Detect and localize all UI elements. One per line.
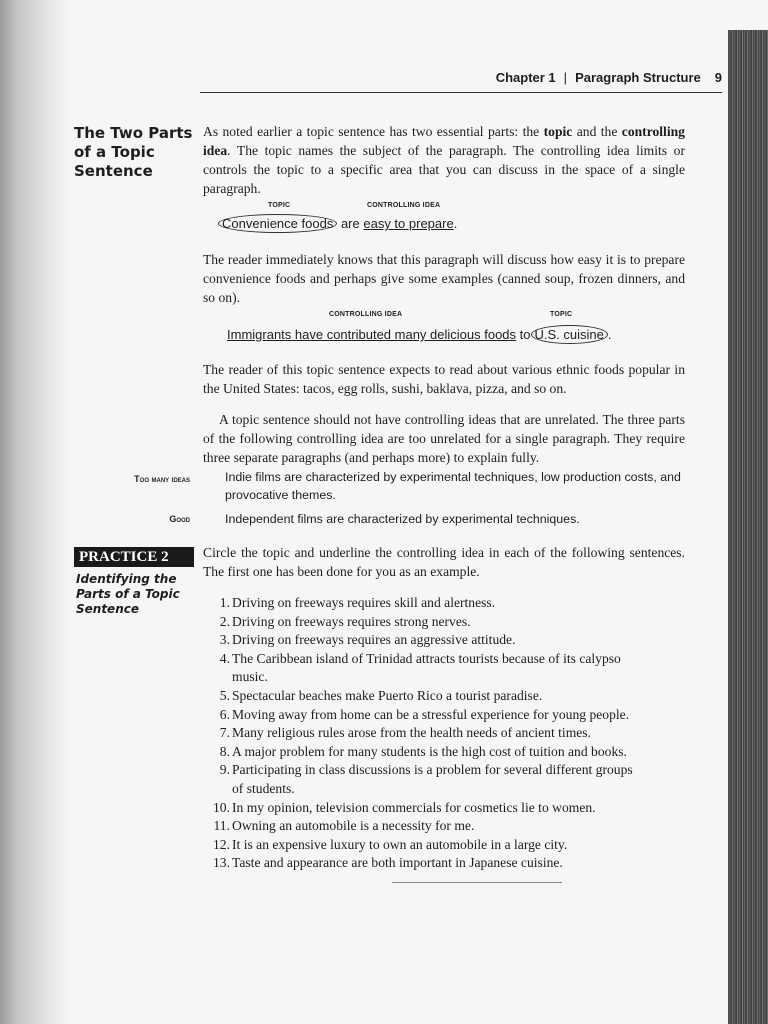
- list-item: [220, 743, 690, 762]
- chapter-title: Paragraph Structure: [575, 70, 701, 85]
- example2-ci-label: CONTROLLING IDEA: [329, 311, 403, 318]
- item-text: It is an expensive luxury to own an automobile in a large city.: [232, 836, 568, 852]
- list-item: [220, 724, 690, 743]
- example1-verb: are: [340, 216, 360, 231]
- list-item: [220, 650, 690, 687]
- item-number: 4.: [219, 650, 230, 666]
- example2-to: to: [519, 327, 531, 342]
- header-rule: [200, 92, 722, 93]
- list-item: [213, 799, 690, 818]
- practice-instructions: Circle the topic and underline the controlling idea in each of the following sentences. The first one has been done for you as an example.: [203, 545, 685, 579]
- list-item: [220, 631, 690, 650]
- intro-text-2: and the: [576, 124, 618, 139]
- item-text: Many religious rules arose from the health needs of ancient times.: [232, 725, 591, 741]
- item-number: 7.: [219, 725, 230, 741]
- item-text: Spectacular beaches make Puerto Rico a tourist paradise.: [232, 687, 543, 703]
- item-continuation: of students.: [232, 780, 295, 796]
- example1-topic: Convenience foods: [218, 214, 337, 233]
- item-text: Taste and appearance are both important in Japanese cuisine.: [232, 855, 563, 871]
- item-text: Driving on freeways requires an aggressive attitude.: [232, 632, 516, 648]
- intro-text-3: . The topic names the subject of the paragraph. The controlling idea limits or controls the topic to a specific area that you can discuss in the space of a single paragraph.: [203, 143, 685, 196]
- end-rule: [392, 882, 562, 883]
- page-edge-shadow: [728, 30, 768, 1024]
- item-number: 6.: [219, 706, 230, 722]
- intro-paragraph: [203, 122, 685, 198]
- too-many-ideas-example: Indie films are characterized by experimental techniques, low production costs, and provocative themes.: [225, 470, 681, 502]
- example2-topic: U.S. cuisine: [531, 325, 608, 344]
- list-item: [220, 706, 690, 725]
- item-number: 10.: [213, 799, 230, 815]
- page-binding-shadow: [0, 0, 70, 1024]
- term-controlling-idea: controlling idea: [203, 124, 685, 158]
- list-item: [220, 761, 690, 798]
- intro-text-1: As noted earlier a topic sentence has two essential parts: the: [203, 124, 540, 139]
- item-text: Participating in class discussions is a problem for several different groups: [232, 762, 633, 778]
- paragraph-4: A topic sentence should not have controlling ideas that are unrelated. The three parts of the following controlling idea are too unrelated for a single paragraph. They require three separate paragraphs (and perhaps more) to explain fully.: [203, 412, 685, 465]
- list-item: [213, 854, 690, 873]
- item-number: 2.: [219, 613, 230, 629]
- item-number: 5.: [219, 687, 230, 703]
- paragraph-2: The reader immediately knows that this paragraph will discuss how easy it is to prepare convenience foods and perhaps give some examples (canned soup, frozen dinners, and so on).: [203, 252, 685, 305]
- item-number: 12.: [213, 836, 230, 852]
- item-text: Owning an automobile is a necessity for me.: [232, 818, 475, 834]
- term-topic: topic: [543, 124, 573, 139]
- example1-controlling-idea: easy to prepare: [363, 216, 454, 231]
- item-text: A major problem for many students is the high cost of tuition and books.: [232, 743, 627, 759]
- item-text: The Caribbean island of Trinidad attracts tourists because of its calypso: [232, 650, 621, 666]
- example2-controlling-idea: Immigrants have contributed many delicious foods: [227, 327, 517, 342]
- item-text: In my opinion, television commercials for cosmetics lie to women.: [232, 799, 596, 815]
- chapter-label: Chapter 1: [495, 70, 556, 85]
- example1-period: .: [453, 216, 458, 231]
- page-number: 9: [714, 70, 722, 85]
- list-item: [220, 594, 690, 613]
- item-number: 13.: [213, 855, 230, 871]
- item-number: 3.: [219, 632, 230, 648]
- paragraph-3: The reader of this topic sentence expects to read about various ethnic foods popular in the United States: tacos, egg rolls, sushi, baklava, pizza, and so on.: [203, 362, 685, 396]
- item-text: Driving on freeways requires skill and alertness.: [232, 595, 496, 610]
- practice-subtitle: Identifying the Parts of a Topic Sentence: [76, 572, 180, 616]
- example-sentence-1: [218, 216, 457, 231]
- example1-topic-label: TOPIC: [268, 202, 291, 209]
- exercise-list: [213, 594, 690, 873]
- item-number: 9.: [219, 762, 230, 778]
- example-sentence-2: [227, 327, 612, 342]
- list-item: [220, 613, 690, 632]
- practice-badge: PRACTICE 2: [74, 547, 194, 567]
- item-text: Driving on freeways requires strong nerves.: [232, 613, 471, 629]
- good-example: Independent films are characterized by experimental techniques.: [225, 512, 580, 526]
- example1-ci-label: CONTROLLING IDEA: [367, 202, 441, 209]
- example2-topic-label: TOPIC: [550, 311, 573, 318]
- item-continuation: music.: [232, 669, 268, 685]
- item-text: Moving away from home can be a stressful experience for young people.: [232, 706, 630, 722]
- example2-period: .: [607, 327, 612, 342]
- section-heading: The Two Parts of a Topic Sentence: [74, 124, 193, 180]
- header-separator: |: [563, 70, 568, 85]
- list-item: [213, 817, 690, 836]
- too-many-ideas-label: Too many ideas: [134, 474, 190, 484]
- item-number: 11.: [213, 818, 230, 834]
- item-number: 8.: [219, 743, 230, 759]
- good-label: Good: [169, 514, 190, 524]
- item-number: 1.: [219, 595, 230, 610]
- running-header: [440, 70, 722, 85]
- list-item: [220, 687, 690, 706]
- list-item: [213, 836, 690, 855]
